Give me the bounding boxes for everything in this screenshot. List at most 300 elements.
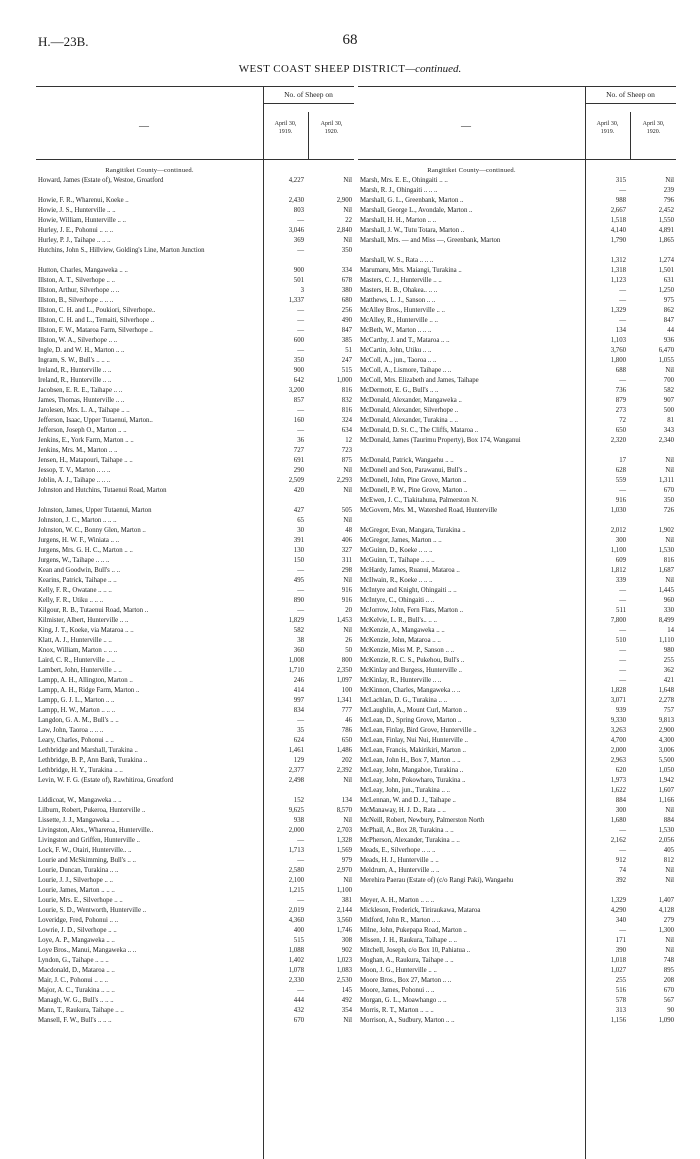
sheep-1919: 1,318	[610, 267, 626, 274]
table-row	[36, 706, 354, 716]
owner-name: Loye Bros., Manui, Mangaweka .. ..	[38, 947, 137, 954]
section-heading: Rangitikei County—continued.	[427, 167, 516, 174]
sheep-1919: —	[297, 427, 304, 434]
sheep-1920: Nil	[343, 487, 352, 494]
sheep-1920: 1,501	[658, 267, 674, 274]
table-row	[36, 1016, 354, 1026]
sheep-1920: 650	[341, 737, 352, 744]
table-row	[36, 576, 354, 586]
sheep-1919: 369	[293, 237, 304, 244]
sheep-1919: 1,329	[610, 897, 626, 904]
sheep-1920: Nil	[665, 537, 674, 544]
sheep-1920: 902	[341, 947, 352, 954]
section-heading: Rangitikei County—continued.	[105, 167, 194, 174]
owner-name: Moghan, A., Raukura, Taihape .. ..	[360, 957, 454, 964]
owner-name: James, Thomas, Hunterville .. ..	[38, 397, 125, 404]
owner-name: Marshall, W. S., Rata .. .. ..	[360, 257, 434, 264]
owner-name: Lourie, S. D., Wentworth, Hunterville ..	[38, 907, 147, 914]
sheep-1919: 30	[297, 527, 304, 534]
table-row	[358, 946, 676, 956]
owner-name: McAlley, R., Hunterville .. ..	[360, 317, 438, 324]
owner-name: Knox, William, Marton .. .. ..	[38, 647, 118, 654]
sheep-1920: 1,100	[336, 887, 352, 894]
owner-name: McDonald, D. St. C., The Cliffs, Mataroa ..	[360, 427, 479, 434]
sheep-1919: —	[619, 287, 626, 294]
sheep-1919: —	[619, 487, 626, 494]
sheep-1920: 723	[341, 447, 352, 454]
sheep-1919: 1,088	[288, 947, 304, 954]
sheep-1920: 980	[663, 647, 674, 654]
table-row	[36, 966, 354, 976]
owner-name: Managh, W. G., Bull's .. .. ..	[38, 997, 114, 1004]
table-row	[36, 426, 354, 436]
owner-name: McLaughlin, A., Mount Curl, Marton ..	[360, 707, 468, 714]
sheep-1920: 726	[663, 507, 674, 514]
table-row	[36, 896, 354, 906]
table-row	[358, 846, 676, 856]
owner-name: Meads, E., Silverhope .. .. ..	[360, 847, 436, 854]
owner-name: McDonald, Patrick, Wangaehu .. ..	[360, 457, 454, 464]
table-row	[358, 776, 676, 786]
sheep-1920: 812	[663, 857, 674, 864]
sheep-1919: 628	[615, 467, 626, 474]
table-row	[358, 876, 676, 896]
table-row	[36, 296, 354, 306]
sheep-1919: —	[619, 377, 626, 384]
owner-name: Lourie, James, Marton .. .. ..	[38, 887, 115, 894]
table-row	[358, 346, 676, 356]
table-row	[358, 266, 676, 276]
sheep-1919: 857	[293, 397, 304, 404]
table-row	[36, 396, 354, 406]
sheep-1920: Nil	[343, 577, 352, 584]
sheep-1920: 4,128	[658, 907, 674, 914]
sheep-1919: —	[297, 317, 304, 324]
owner-name: McDonell and Son, Parawanui, Bull's ..	[360, 467, 468, 474]
sheep-1920: 350	[341, 247, 352, 254]
owner-name: Midford, John R., Marton .. ..	[360, 917, 441, 924]
table-row	[358, 926, 676, 936]
sheep-1919: 609	[615, 557, 626, 564]
sheep-1919: —	[619, 627, 626, 634]
table-row	[36, 666, 354, 676]
table-row	[358, 356, 676, 366]
sheep-1919: 1,518	[610, 217, 626, 224]
table-row	[358, 686, 676, 696]
table-row	[36, 696, 354, 706]
owner-name: Marshall, Mrs. — and Miss —, Greenbank, Marton	[360, 237, 501, 244]
table-row	[36, 776, 354, 796]
table-row	[358, 466, 676, 476]
table-row	[36, 976, 354, 986]
table-row	[358, 866, 676, 876]
owner-name: Mair, J. C., Pohonui .. .. ..	[38, 977, 108, 984]
owner-name: Kelly, F. R., Utiku .. .. ..	[38, 597, 104, 604]
sheep-1919: 1,710	[288, 667, 304, 674]
owner-name: Lampp, H. W., Marton .. .. ..	[38, 707, 116, 714]
sheep-1919: —	[297, 567, 304, 574]
owner-name: Jurgens, Mrs. G. H. C., Marton .. ..	[38, 547, 133, 554]
owner-name: Kearins, Patrick, Taihape .. ..	[38, 577, 117, 584]
sheep-1920: 492	[341, 997, 352, 1004]
table-row	[36, 626, 354, 636]
sheep-1920: 311	[342, 557, 352, 564]
sheep-1919: —	[297, 607, 304, 614]
owner-name: McHardy, James, Ruanui, Mataroa ..	[360, 567, 460, 574]
sheep-1920: 202	[341, 757, 352, 764]
sheep-1920: 500	[663, 407, 674, 414]
right-table	[358, 86, 676, 1115]
owner-name: McDonald, Alexander, Turakina .. ..	[360, 417, 458, 424]
table-row	[36, 536, 354, 546]
owner-name: Marshall, H. H., Marton .. ..	[360, 217, 437, 224]
table-row	[36, 736, 354, 746]
sheep-1920: 796	[663, 197, 674, 204]
sheep-1919: 350	[293, 357, 304, 364]
table-row	[358, 816, 676, 826]
sheep-1919: 1,123	[610, 277, 626, 284]
sheep-1919: 1,078	[288, 967, 304, 974]
owner-name: Hutton, Charles, Mangaweka .. ..	[38, 267, 128, 274]
sheep-1919: 4,140	[610, 227, 626, 234]
sheep-1919: 2,162	[610, 837, 626, 844]
sheep-1919: 997	[293, 697, 304, 704]
table-row	[36, 846, 354, 856]
sheep-1919: —	[619, 597, 626, 604]
page-reference: H.—23B.	[38, 34, 89, 49]
owner-name: Lampp, A. H., Allington, Marton ..	[38, 677, 133, 684]
table-row	[358, 546, 676, 556]
sheep-1920: Nil	[665, 577, 674, 584]
sheep-1919: —	[297, 987, 304, 994]
sheep-1919: —	[297, 587, 304, 594]
table-row	[36, 986, 354, 996]
sheep-1919: 444	[293, 997, 304, 1004]
sheep-1919: 890	[293, 597, 304, 604]
page-number: 68	[342, 32, 358, 48]
owner-name: Masters, C. J., Hunterville .. ..	[360, 277, 442, 284]
owner-name: McDonell, P. W., Pine Grove, Marton ..	[360, 487, 468, 494]
title-text: WEST COAST SHEEP DISTRICT	[238, 63, 406, 75]
table-row	[36, 636, 354, 646]
sheep-1919: —	[297, 247, 304, 254]
table-row	[36, 286, 354, 296]
sheep-1920: Nil	[665, 947, 674, 954]
sheep-1919: 9,625	[288, 807, 304, 814]
sheep-1919: 916	[615, 497, 626, 504]
owner-name: McGuinn, T., Taihape .. .. ..	[360, 557, 435, 564]
owner-name: McLean, Finlay, Bird Grove, Hunterville ..	[360, 727, 477, 734]
sheep-1920: Nil	[343, 777, 352, 784]
table-row	[36, 806, 354, 816]
table-row	[358, 786, 676, 796]
owner-name: Illston, Arthur, Silverhope .. ..	[38, 287, 120, 294]
table-header	[358, 87, 676, 160]
table-row	[358, 476, 676, 486]
table-row	[358, 256, 676, 266]
table-row	[36, 606, 354, 616]
sheep-1920: 1,746	[336, 927, 352, 934]
owner-name: Marshall, G. L., Greenbank, Marton ..	[360, 197, 464, 204]
sheep-1920: 1,328	[336, 837, 352, 844]
sheep-1919: 255	[615, 977, 626, 984]
owner-name: Loveridge, Fred, Pohonui .. ..	[38, 917, 119, 924]
sheep-1920: 50	[345, 647, 352, 654]
sheep-1919: 2,330	[288, 977, 304, 984]
sheep-1919: —	[619, 677, 626, 684]
sheep-1919: 7,800	[610, 617, 626, 624]
sheep-1920: 2,530	[336, 977, 352, 984]
sheep-1920: 1,090	[658, 1017, 674, 1024]
table-row	[358, 176, 676, 186]
table-row	[358, 216, 676, 226]
sheep-1919: —	[297, 407, 304, 414]
table-row	[36, 836, 354, 846]
table-row	[358, 936, 676, 946]
sheep-1920: 1,550	[658, 217, 674, 224]
owner-name: McDonald, James (Taurimu Property), Box 174, Wanganui	[360, 437, 521, 444]
owner-name: Marshall, J. W., Tutu Totara, Marton ..	[360, 227, 465, 234]
sheep-1919: 939	[615, 707, 626, 714]
owner-name: McKenzie, A., Mangaweka .. ..	[360, 627, 445, 634]
sheep-1920: 1,250	[658, 287, 674, 294]
sheep-1919: 1,100	[610, 547, 626, 554]
sheep-1920: 1,407	[658, 897, 674, 904]
owner-name: Jefferson, Isaac, Upper Tutaenui, Marton..	[38, 417, 153, 424]
owner-name: McIntyre and Knight, Ohingaiti .. ..	[360, 587, 457, 594]
sheep-1920: Nil	[665, 877, 674, 884]
sheep-1920: 327	[341, 547, 352, 554]
sheep-1920: 895	[663, 967, 674, 974]
sheep-1920: 6,470	[658, 347, 674, 354]
sheep-1920: 51	[345, 347, 352, 354]
sheep-1920: 916	[341, 587, 352, 594]
sheep-1920: 3,560	[336, 917, 352, 924]
sheep-1919: 1,008	[288, 657, 304, 664]
owner-name: Lourie, Mrs. E., Silverhope .. ..	[38, 897, 123, 904]
owner-name: Livingston and Griffen, Hunterville ..	[38, 837, 140, 844]
owner-name: McKenzie, Miss M. P., Sanson .. ..	[360, 647, 455, 654]
sheep-1920: 777	[341, 707, 352, 714]
sheep-1919: 2,019	[288, 907, 304, 914]
table-row	[358, 186, 676, 196]
sheep-1920: 385	[341, 337, 352, 344]
table-row	[36, 276, 354, 286]
owner-name: Leary, Charles, Pohonui .. ..	[38, 737, 114, 744]
owner-name: McLean, Francis, Makirikiri, Marton ..	[360, 747, 466, 754]
sheep-1919: 600	[293, 337, 304, 344]
sheep-1920: 4,891	[658, 227, 674, 234]
sheep-1919: 578	[615, 997, 626, 1004]
table-row	[358, 916, 676, 926]
owner-name: McAlley Bros., Hunterville .. ..	[360, 307, 445, 314]
sheep-1919: 3,760	[610, 347, 626, 354]
sheep-1920: 2,900	[658, 727, 674, 734]
sheep-1920: 247	[341, 357, 352, 364]
sheep-1920: Nil	[665, 937, 674, 944]
sheep-1920: 490	[341, 317, 352, 324]
table-row	[358, 666, 676, 676]
table-row	[358, 1006, 676, 1016]
owner-name: McBeth, W., Marton .. .. ..	[360, 327, 432, 334]
sheep-1920: 81	[667, 417, 674, 424]
sheep-1919: 313	[615, 1007, 626, 1014]
table-row	[358, 986, 676, 996]
table-row	[358, 656, 676, 666]
table-row	[358, 586, 676, 596]
owner-name: McGregor, Evan, Mangara, Turakina ..	[360, 527, 466, 534]
owner-name: Laird, C. R., Hunterville .. ..	[38, 657, 115, 664]
sheep-1920: 20	[345, 607, 352, 614]
sheep-1920: 4,300	[658, 737, 674, 744]
sheep-1920: 1,110	[658, 637, 674, 644]
sheep-1919: 501	[293, 277, 304, 284]
owner-name: Lethbridge, H. Y., Turakina .. ..	[38, 767, 123, 774]
owner-name: McKenzie, R. C. S., Pukehou, Bull's ..	[360, 657, 465, 664]
owner-name: Lowrie, J. D., Silverhope .. ..	[38, 927, 117, 934]
table-row	[36, 656, 354, 666]
sheep-1919: 511	[616, 607, 626, 614]
sheep-1920: 1,023	[336, 957, 352, 964]
table-row	[358, 756, 676, 766]
owner-name: Johnston, J. C., Marton .. .. ..	[38, 517, 117, 524]
sheep-1920: 1,050	[658, 767, 674, 774]
table-row	[358, 416, 676, 426]
sheep-1919: —	[297, 857, 304, 864]
sheep-1919: 35	[297, 727, 304, 734]
table-row	[36, 796, 354, 806]
owner-name: McDonald, Alexander, Mangaweka ..	[360, 397, 462, 404]
table-row	[36, 346, 354, 356]
sheep-1919: —	[619, 297, 626, 304]
owner-name: Moore Bros., Box 27, Marton .. ..	[360, 977, 452, 984]
owner-name: McGregor, James, Marton .. ..	[360, 537, 442, 544]
sheep-1919: 273	[615, 407, 626, 414]
table-row	[358, 226, 676, 236]
table-row	[36, 556, 354, 566]
owner-name: Jurgens, H. W. F., Winiata .. ..	[38, 537, 120, 544]
sheep-1919: —	[297, 837, 304, 844]
sheep-1919: 624	[293, 737, 304, 744]
owner-name: Lourie and McSkimming, Bull's .. ..	[38, 857, 136, 864]
sheep-1920: 670	[663, 487, 674, 494]
owner-name: McLeay, John, jun., Turakina .. ..	[360, 787, 450, 794]
owner-name: Levin, W. F. G. (Estate of), Rawhitiroa, Greatford	[38, 777, 174, 784]
sheep-1919: 2,667	[610, 207, 626, 214]
sheep-1920: 2,144	[336, 907, 352, 914]
table-row	[36, 886, 354, 896]
table-row	[36, 956, 354, 966]
sheep-1919: 4,227	[288, 177, 304, 184]
table-row	[36, 746, 354, 756]
table-row	[358, 336, 676, 346]
sheep-1919: 1,790	[610, 237, 626, 244]
sheep-1920: 1,453	[336, 617, 352, 624]
owner-name: Lambert, John, Hunterville .. ..	[38, 667, 122, 674]
sheep-1920: 421	[663, 677, 674, 684]
sheep-1919: 360	[293, 647, 304, 654]
owner-name: King, J. T., Koeke, via Mataroa .. ..	[38, 627, 134, 634]
table-row	[36, 386, 354, 396]
year-1919-header: April 30, 1919.	[274, 121, 297, 135]
table-row	[36, 936, 354, 946]
table-row	[36, 416, 354, 426]
sheep-1919: 900	[293, 367, 304, 374]
table-row	[36, 876, 354, 886]
owner-name: Marsh, Mrs. E. E., Ohingaiti .. ..	[360, 177, 448, 184]
table-row	[358, 676, 676, 686]
sheep-1920: 1,300	[658, 927, 674, 934]
owner-name: Howard, James (Estate of), Westoe, Groatford	[38, 177, 164, 184]
sheep-1920: 1,687	[658, 567, 674, 574]
sheep-1919: 3,046	[288, 227, 304, 234]
sheep-1920: 1,486	[336, 747, 352, 754]
table-row	[36, 306, 354, 316]
sheep-1919: 1,828	[610, 687, 626, 694]
table-row	[358, 966, 676, 976]
table-row	[358, 596, 676, 606]
owner-name: Lampp, A. H., Ridge Farm, Marton ..	[38, 687, 140, 694]
table-row	[358, 426, 676, 436]
sheep-1919: 420	[293, 487, 304, 494]
table-row	[358, 766, 676, 776]
sheep-1919: 1,680	[610, 817, 626, 824]
owner-name: McManaway, H. J. D., Rata .. ..	[360, 807, 446, 814]
sheep-1919: 4,290	[610, 907, 626, 914]
owner-name: McEwen, J. C., Tiakitahuna, Palmerston N.	[360, 497, 478, 504]
sheep-1919: 1,973	[610, 777, 626, 784]
owner-name: Milne, John, Pukepapa Road, Marton ..	[360, 927, 467, 934]
sheep-1919: 9,330	[610, 717, 626, 724]
owner-name: Meyer, A. H., Marton .. .. ..	[360, 897, 435, 904]
sheep-1919: 2,100	[288, 877, 304, 884]
sheep-1919: 3,263	[610, 727, 626, 734]
sheep-1919: 74	[619, 867, 626, 874]
table-row	[358, 296, 676, 306]
owner-name: Illston, W. A., Silverhope .. ..	[38, 337, 118, 344]
owner-name: Jarolesen, Mrs. L. A., Taihape .. ..	[38, 407, 130, 414]
sheep-1919: 912	[615, 857, 626, 864]
table-row	[358, 726, 676, 736]
sheep-1920: 2,703	[336, 827, 352, 834]
sheep-1919: 1,215	[288, 887, 304, 894]
sheep-1920: 680	[341, 297, 352, 304]
sheep-1920: 700	[663, 377, 674, 384]
sheep-1919: 3,200	[288, 387, 304, 394]
owner-name: Lyndon, G., Taihape .. .. ..	[38, 957, 109, 964]
sheep-1920: 12	[345, 437, 352, 444]
owner-name: Illston, A. T., Silverhope .. ..	[38, 277, 115, 284]
title-suffix: —continued.	[405, 63, 462, 75]
sheep-1919: 4,360	[288, 917, 304, 924]
table-row	[358, 376, 676, 386]
sheep-1919: 736	[615, 387, 626, 394]
sheep-1920: 670	[663, 987, 674, 994]
sheep-1919: 1,800	[610, 357, 626, 364]
sheep-1920: 1,083	[336, 967, 352, 974]
sheep-1919: 642	[293, 377, 304, 384]
table-row	[36, 316, 354, 326]
sheep-1919: —	[619, 847, 626, 854]
sheep-1920: 1,341	[336, 697, 352, 704]
owner-name: Howie, F. R., Wharenui, Koeke ..	[38, 197, 129, 204]
owner-name: Masters, H. B., Ohakea.. .. ..	[360, 287, 438, 294]
sheep-1920: 298	[341, 567, 352, 574]
owner-name: Jurgens, W., Taihape .. .. ..	[38, 557, 110, 564]
sheep-1920: Nil	[343, 177, 352, 184]
sheep-1920: 979	[341, 857, 352, 864]
sheep-1920: 90	[667, 1007, 674, 1014]
